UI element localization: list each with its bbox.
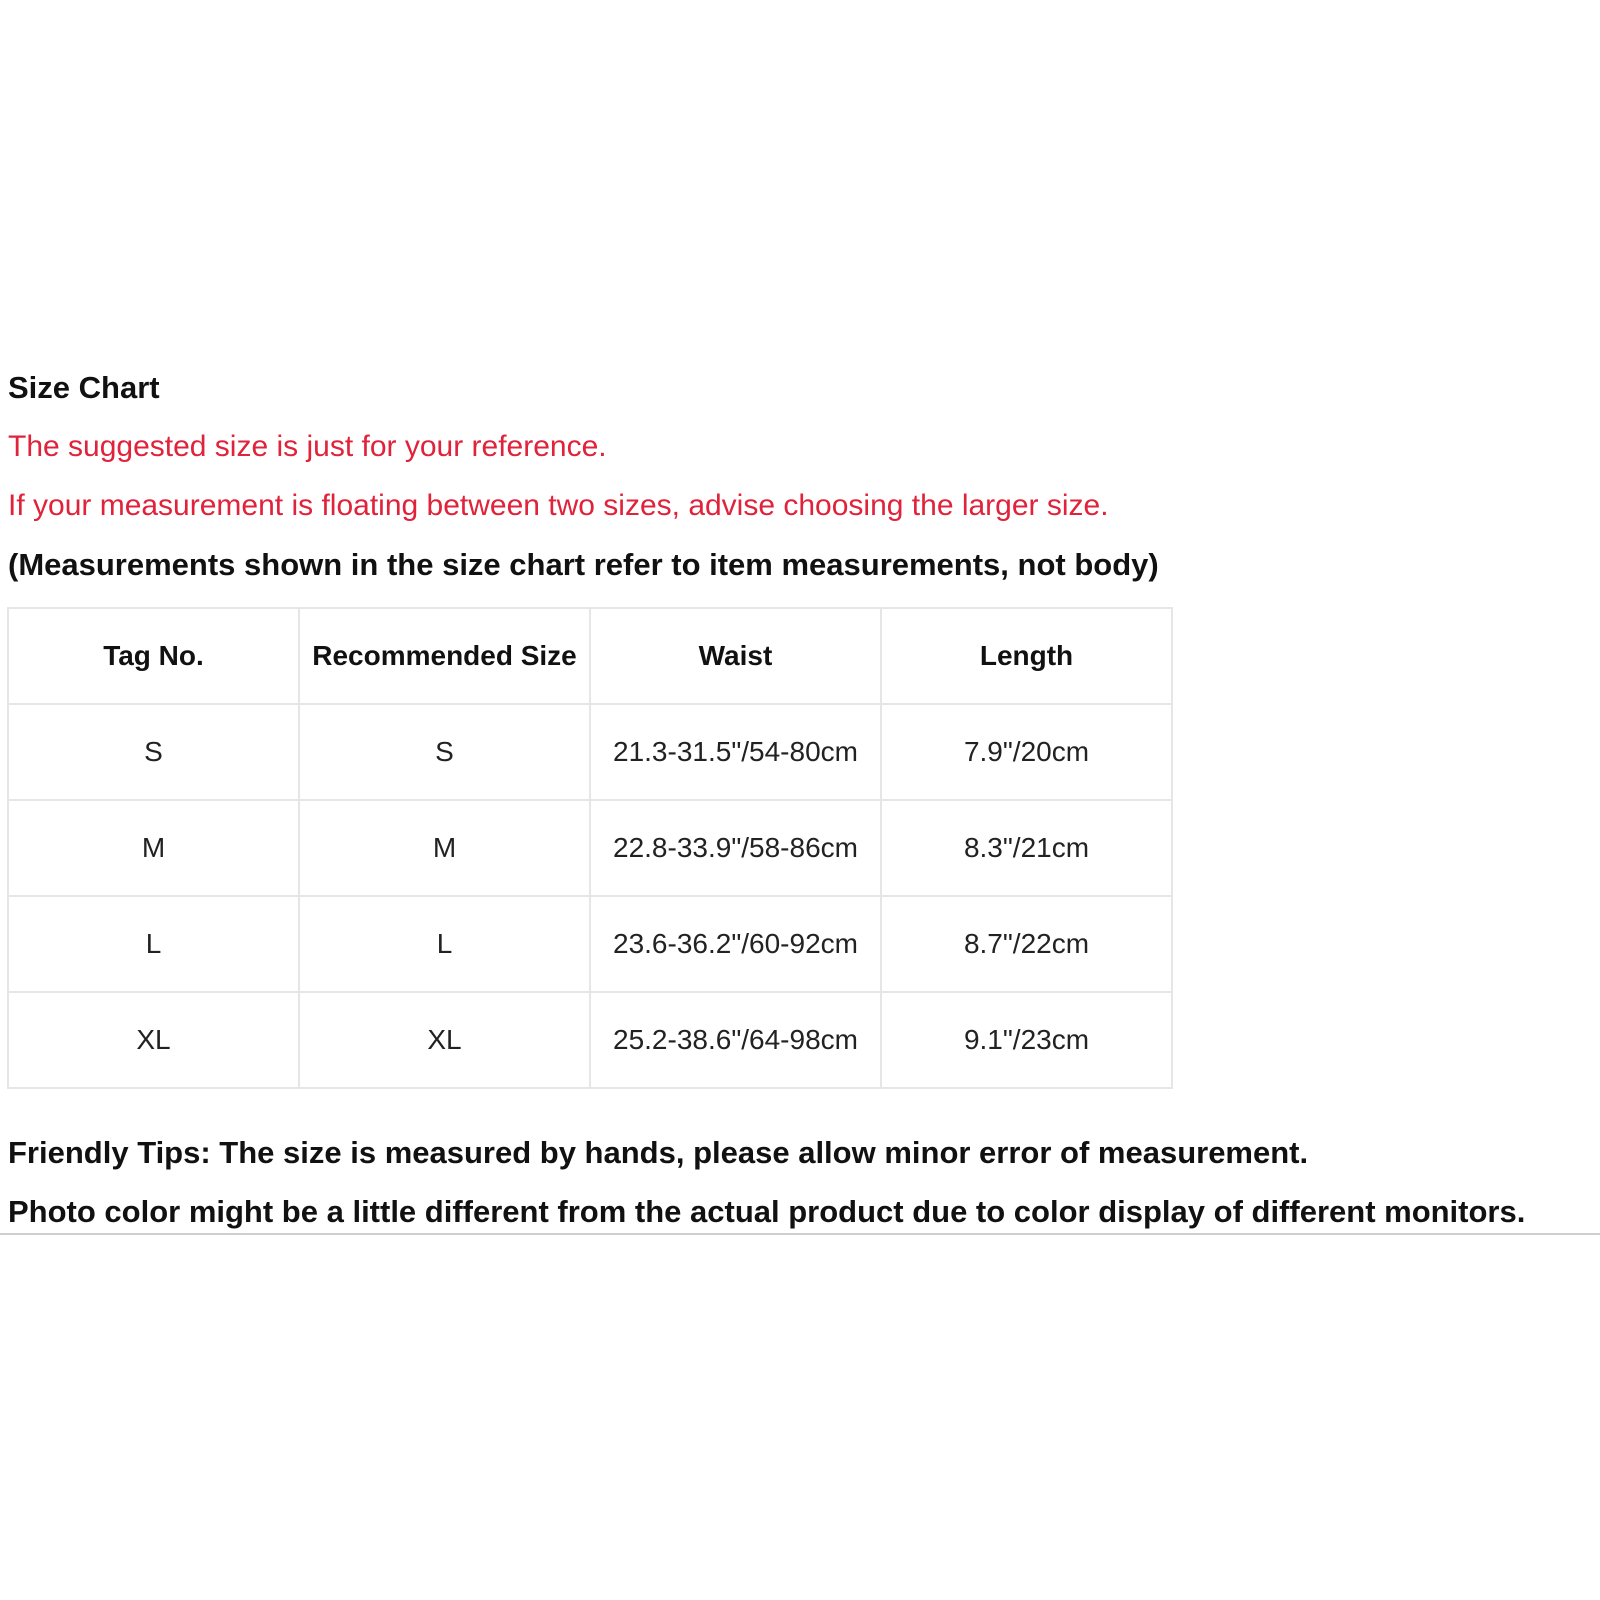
divider [0, 1233, 1600, 1235]
friendly-tips: Friendly Tips: The size is measured by hands, please allow minor error of measurement. [8, 1135, 1309, 1170]
cell-length: 9.1"/23cm [881, 992, 1172, 1088]
header-length: Length [881, 608, 1172, 704]
table-row [8, 704, 1172, 800]
table-row [8, 800, 1172, 896]
header-waist: Waist [590, 608, 881, 704]
reference-note: The suggested size is just for your reference. [8, 430, 607, 463]
cell-waist: 23.6-36.2"/60-92cm [590, 896, 881, 992]
cell-waist: 25.2-38.6"/64-98cm [590, 992, 881, 1088]
cell-tag-no: M [8, 800, 299, 896]
cell-waist: 22.8-33.9"/58-86cm [590, 800, 881, 896]
cell-recommended-size: M [299, 800, 590, 896]
cell-recommended-size: XL [299, 992, 590, 1088]
header-tag-no: Tag No. [8, 608, 299, 704]
page-title: Size Chart [8, 370, 160, 405]
cell-waist: 21.3-31.5"/54-80cm [590, 704, 881, 800]
measurement-disclaimer: (Measurements shown in the size chart refer to item measurements, not body) [8, 547, 1159, 582]
cell-recommended-size: L [299, 896, 590, 992]
size-table [7, 607, 1173, 1089]
photo-color-tip: Photo color might be a little different from the actual product due to color display of different monitors. [8, 1194, 1526, 1229]
cell-tag-no: S [8, 704, 299, 800]
table-row [8, 992, 1172, 1088]
cell-tag-no: L [8, 896, 299, 992]
larger-size-note: If your measurement is floating between two sizes, advise choosing the larger size. [8, 489, 1109, 522]
cell-length: 7.9"/20cm [881, 704, 1172, 800]
cell-length: 8.3"/21cm [881, 800, 1172, 896]
cell-length: 8.7"/22cm [881, 896, 1172, 992]
table-header-row [8, 608, 1172, 704]
header-recommended-size: Recommended Size [299, 608, 590, 704]
cell-recommended-size: S [299, 704, 590, 800]
cell-tag-no: XL [8, 992, 299, 1088]
table-row [8, 896, 1172, 992]
